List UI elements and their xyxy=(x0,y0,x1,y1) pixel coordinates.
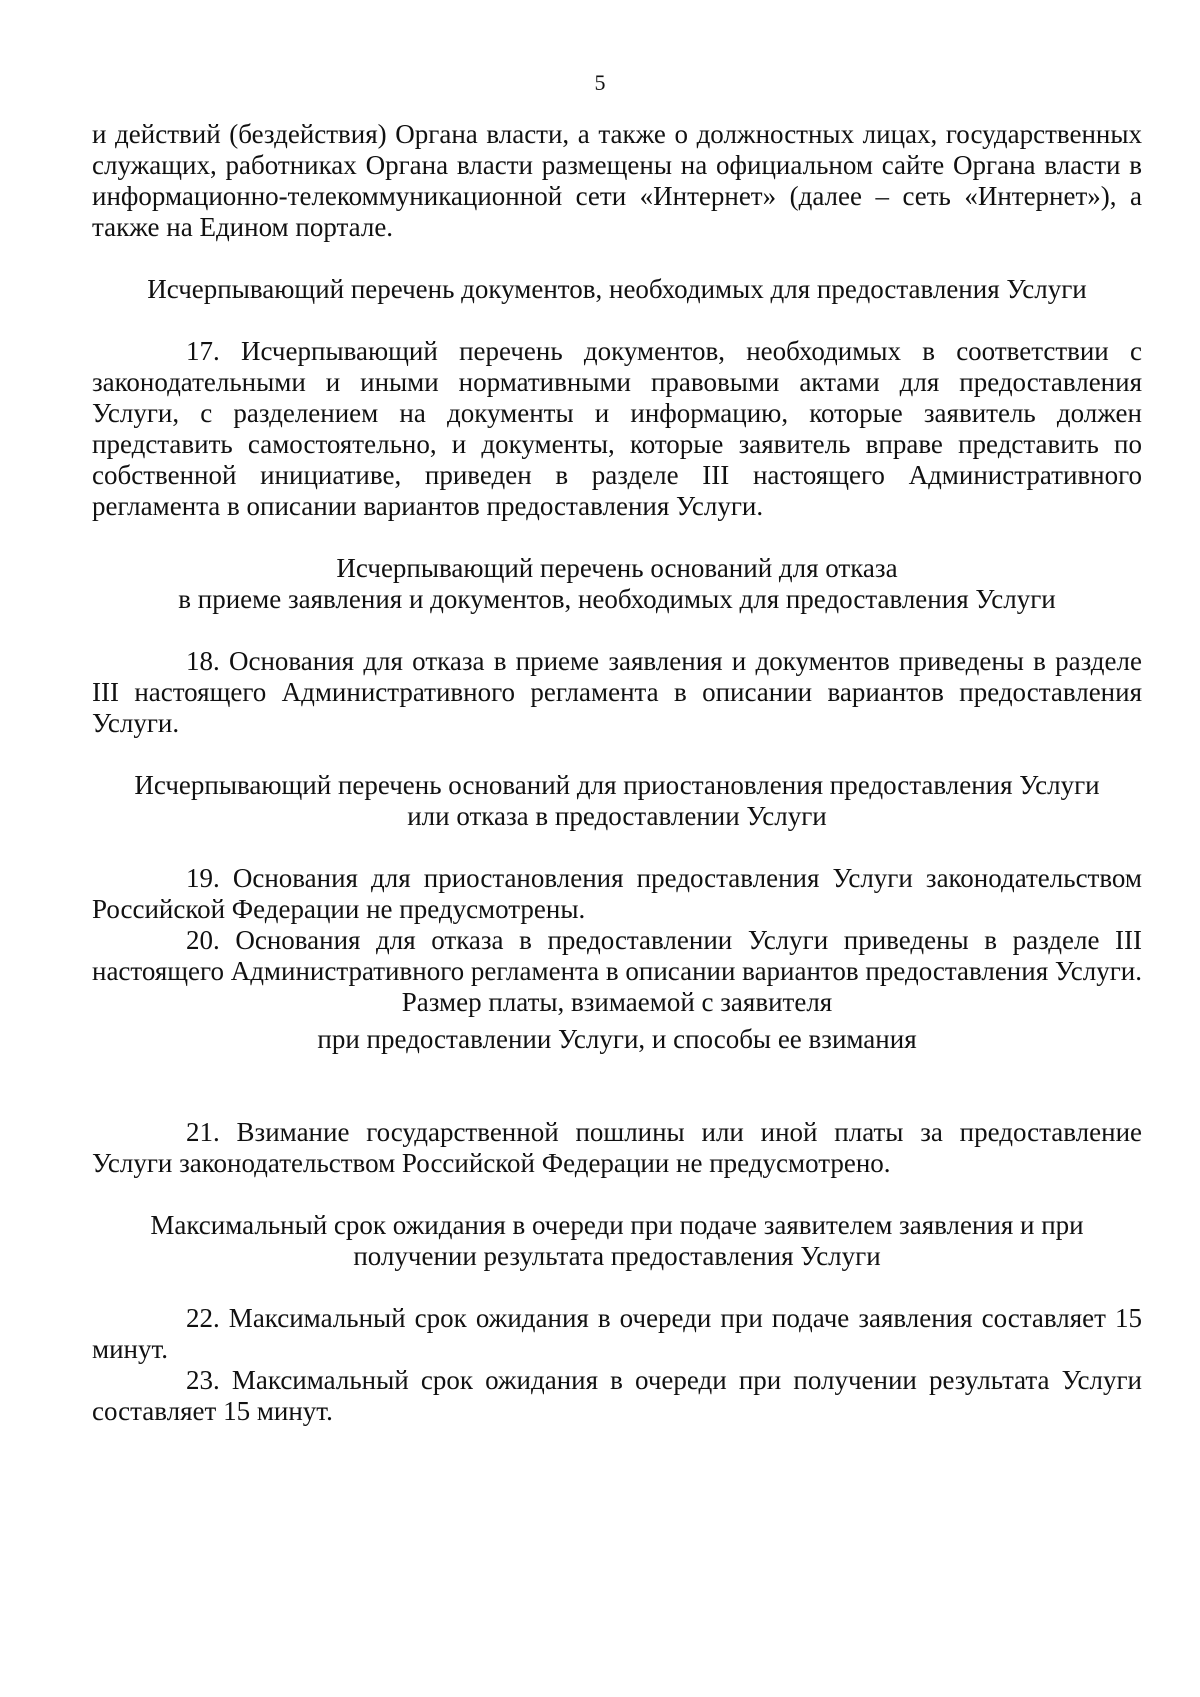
heading-line: Максимальный срок ожидания в очереди при подаче заявителем заявления и при xyxy=(150,1210,1084,1240)
intro-paragraph: и действий (бездействия) Органа власти, а также о должностных лицах, государственных служащих, работниках Органа власти размещены на официальном сайте Органа власти в информационно-телекоммуникационной сети «Интернет» (далее – сеть «Интернет»), а также на Едином портале. xyxy=(92,119,1142,242)
heading-line: Исчерпывающий перечень оснований для приостановления предоставления Услуги xyxy=(134,770,1100,800)
document-body xyxy=(92,119,1142,1427)
paragraph-21: 21. Взимание государственной пошлины или иной платы за предоставление Услуги законодательством Российской Федерации не предусмотрено. xyxy=(92,1117,1142,1178)
section-heading-documents xyxy=(92,274,1142,305)
section-heading-suspension-refusal xyxy=(92,770,1142,832)
section-heading-refusal-reception xyxy=(92,553,1142,615)
heading-line: или отказа в предоставлении Услуги xyxy=(407,801,827,831)
paragraph-18: 18. Основания для отказа в приеме заявления и документов приведены в разделе III настоящего Административного регламента в описании вариантов предоставления Услуги. xyxy=(92,646,1142,738)
section-heading-fee xyxy=(92,987,1142,1055)
paragraph-23: 23. Максимальный срок ожидания в очереди при получении результата Услуги составляет 15 минут. xyxy=(92,1365,1142,1426)
paragraph-17: 17. Исчерпывающий перечень документов, необходимых в соответствии с законодательными и иными нормативными правовыми актами для предоставления Услуги, с разделением на документы и информацию, которые заявитель должен представить самостоятельно, и документы, которые заявитель вправе представить по собственной инициативе, приведен в разделе III настоящего Административного регламента в описании вариантов предоставления Услуги. xyxy=(92,336,1142,521)
paragraph-22: 22. Максимальный срок ожидания в очереди при подаче заявления составляет 15 минут. xyxy=(92,1303,1142,1364)
heading-line: получении результата предоставления Услуги xyxy=(353,1241,881,1271)
heading-line: Размер платы, взимаемой с заявителя xyxy=(401,987,833,1017)
heading-line: в приеме заявления и документов, необходимых для предоставления Услуги xyxy=(178,584,1056,614)
section-heading-queue-time xyxy=(92,1210,1142,1272)
page-number: 5 xyxy=(594,70,606,95)
paragraph-20: 20. Основания для отказа в предоставлении Услуги приведены в разделе III настоящего Административного регламента в описании вариантов предоставления Услуги. xyxy=(92,925,1142,986)
heading-line: Исчерпывающий перечень оснований для отказа xyxy=(336,553,898,583)
heading-line: при предоставлении Услуги, и способы ее взимания xyxy=(317,1024,917,1054)
heading-line: Исчерпывающий перечень документов, необходимых для предоставления Услуги xyxy=(147,274,1087,304)
paragraph-19: 19. Основания для приостановления предоставления Услуги законодательством Российской Федерации не предусмотрены. xyxy=(92,863,1142,924)
